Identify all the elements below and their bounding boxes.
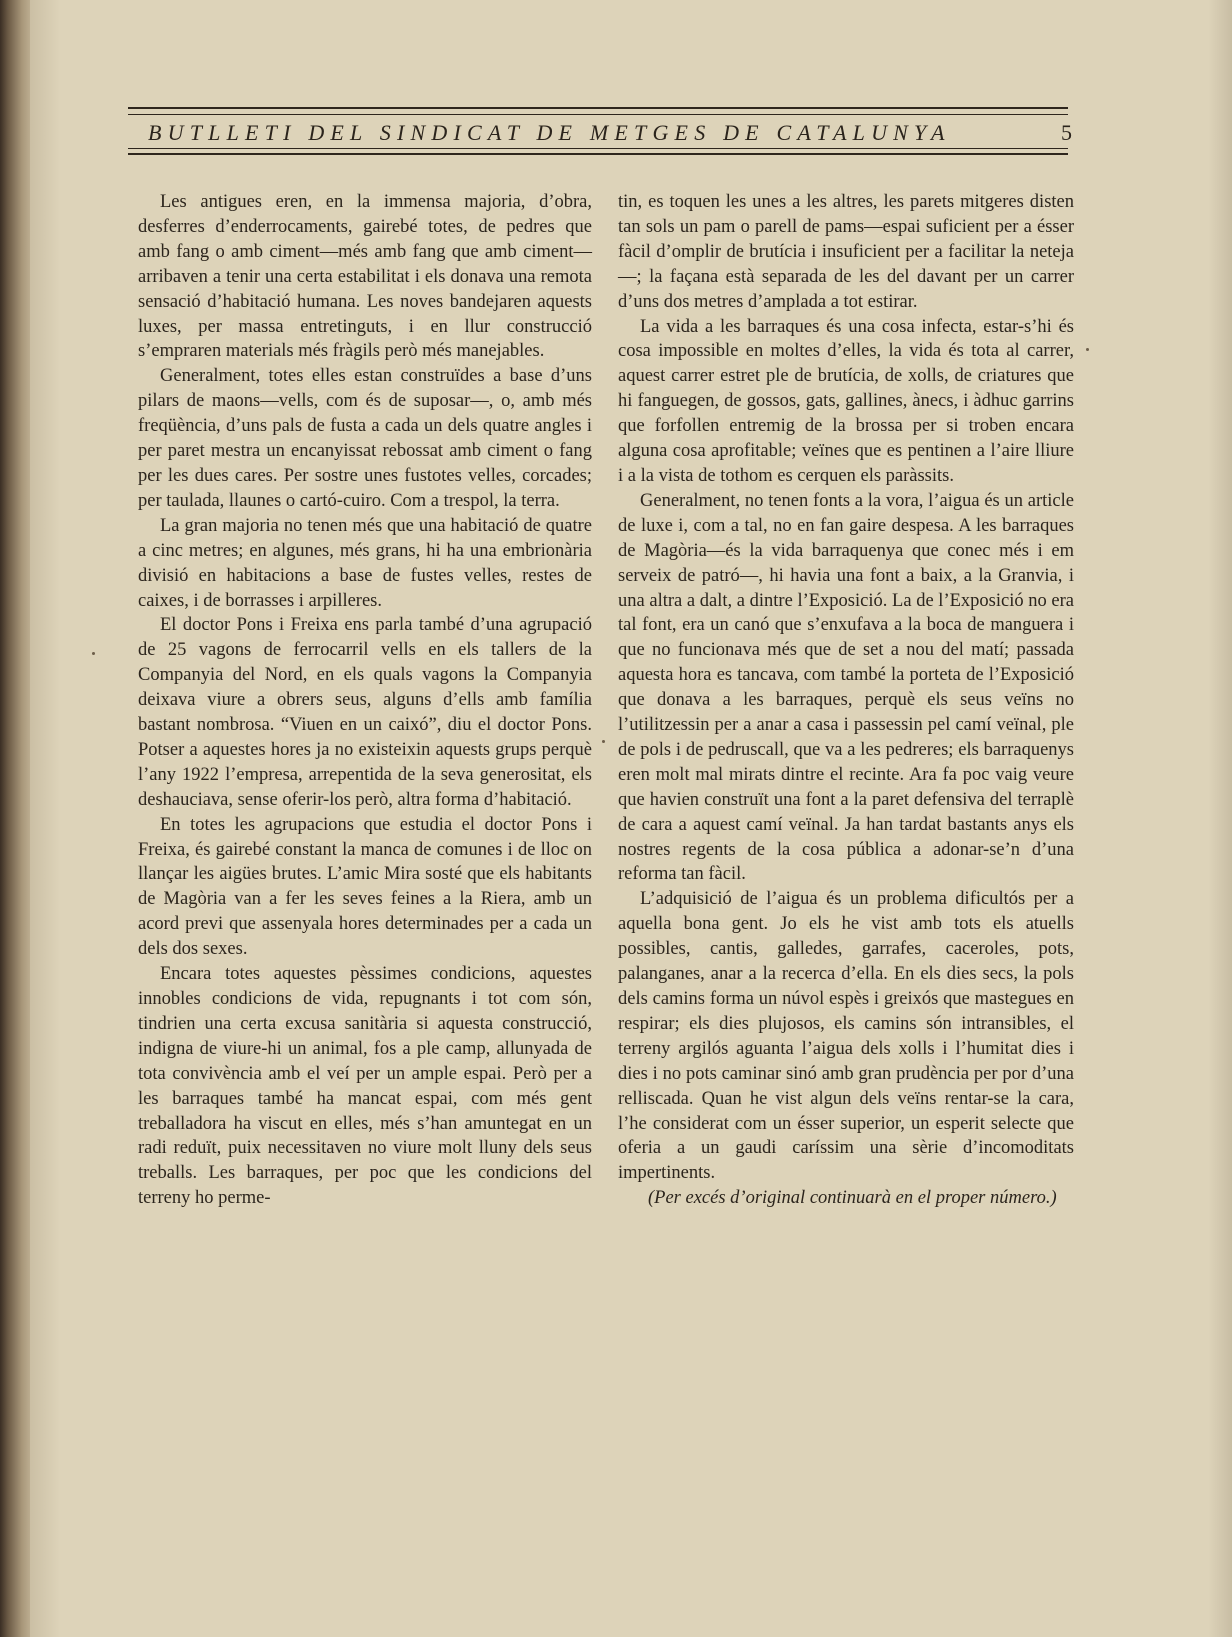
header-rule-top-thin <box>128 114 1068 115</box>
paragraph: La vida a les barraques és una cosa infecta, estar-s’hi és cosa impossible en moltes d’elles, la vida és tota al carrer, aquest carrer estret ple de brutícia, de xolls, de criatures que hi fanguegen, de gossos, gats, gallines, ànecs, i àdhuc garrins que forfollen entremig de la brossa per si troben encara alguna cosa aprofitable; veïnes que es pentinen a l’aire lliure i a la vista de tothom es cerquen els paràssits. <box>618 316 1074 486</box>
continuation-note: (Per excés d’original continuarà en el proper número.) <box>648 1188 1057 1209</box>
running-title: BUTLLETI DEL SINDICAT DE METGES DE CATALUNYA <box>148 120 951 145</box>
paragraph: Generalment, totes elles estan construïdes a base d’uns pilars de maons—vells, com és de suposar—, o, amb més freqüència, d’uns pals de fusta a cada un dels quatre angles i per paret mestra un encanyissat rebossat amb ciment o fang per les dues cares. Per sostre unes fustotes velles, corcades; per taulada, llaunes o cartó-cuiro. Com a trespol, la terra. <box>138 366 592 511</box>
paragraph: Generalment, no tenen fonts a la vora, l’aigua és un article de luxe i, com a tal, no en fan gaire despesa. A les barraques de Magòria—és la vida barraquenya que conec més i em serveix de patró—, hi havia una font a baix, a la Granvia, i una altra a dalt, a dintre l’Exposició. La de l’Exposició no era tal font, era un canó que s’enxufava a la boca de manguera i que no funcionava més que de set a nou del matí; passada aquesta hora es tancava, com també la porteta de l’Exposició que donava a les barraques, perquè els seus veïns no l’utilitzessin per a anar a casa i passessin pel camí veïnal, ple de pols i de pedruscall, que va a les pedreres; els barraquenys eren molt mal mirats dintre el recinte. Ara fa poc vaig veure que havien construït una font a la paret defensiva del terraplè de cara a aquest camí veïnal. Ja han tardat bastants anys els nostres regents de la cosa pública a adonar-se’n d’una reforma tan fàcil. <box>618 490 1074 885</box>
paragraph: Encara totes aquestes pèssimes condicions, aquestes innobles condicions de vida, repugnants i tot com són, tindrien una certa excusa sanitària si aquesta construcció, indigna de viure-hi un animal, fos a ple camp, allunyada de tota convivència amb el veí per un ample espai. Però per a les barraques també ha mancat espai, com més gent treballadora ha viscut en elles, més s’han amuntegat en un radi reduït, puix necessitaven no viure molt lluny dels seus treballs. Les barraques, per poc que les condicions del terreny ho perme- <box>138 964 592 1209</box>
header-rule-top <box>128 107 1068 109</box>
paper-speck <box>1086 348 1089 351</box>
page-number: 5 <box>1061 120 1072 145</box>
paragraph: L’adquisició de l’aigua és un problema dificultós per a aquella bona gent. Jo els he vist amb tots els atuells possibles, cantis, galledes, garrafes, caceroles, pots, palanganes, anar a la recerca d’ella. En els dies secs, la pols dels camins forma un núvol espès i greixós que mastegues en respirar; els dies plujosos, els camins són intransibles, el terreny argilós aguanta l’aigua dels xolls i l’humitat dies i dies i no pots caminar sinó amb gran prudència per por d’una relliscada. Quan he vist algun dels veïns rentar-se la cara, l’he considerat com un ésser superior, un esperit selecte que oferia a un gaudi caríssim una sèrie d’incomoditats impertinents. <box>618 889 1074 1184</box>
continued-paragraph: tin, es toquen les unes a les altres, les parets mitgeres disten tan sols un pam o parell de pams—espai suficient per a ésser fàcil d’omplir de brutícia i insuficient per a facilitar la neteja—; la façana està separada de les del davant per un carrer d’uns dos metres d’amplada a tot estirar. <box>618 192 1074 312</box>
left-column <box>138 190 592 1211</box>
paper-speck <box>92 652 95 655</box>
paragraph: El doctor Pons i Freixa ens parla també d’una agrupació de 25 vagons de ferrocarril vells en els tallers de la Companyia del Nord, en els quals vagons la Companyia deixava viure a obrers seus, alguns d’ells amb família bastant nombrosa. “Viuen en un caixó”, diu el doctor Pons. Potser a aquestes hores ja no existeixin aquests grups perquè l’any 1922 l’empresa, arrepentida de la seva generositat, els deshauciava, sense oferir-los però, altra forma d’habitació. <box>138 615 592 810</box>
page-edge-shadow <box>1208 0 1232 1637</box>
header-rule-bottom <box>128 153 1068 155</box>
paragraph: En totes les agrupacions que estudia el doctor Pons i Freixa, és gairebé constant la manca de comunes i de lloc on llançar les aigües brutes. L’amic Mira sosté que els habitants de Magòria van a fer les seves feines a la Riera, amb un acord previ que assenyala hores determinades per a cada un dels dos sexes. <box>138 814 592 960</box>
paragraph: Les antigues eren, en la immensa majoria, d’obra, desferres d’enderrocaments, gairebé totes, de pedres que amb fang o amb ciment—més amb fang que amb ciment—arribaven a tenir una certa estabilitat i els donava una remota sensació d’habitació humana. Les noves bandejaren aquests luxes, per massa entretinguts, i en llur construcció s’empraren materials més fràgils però més manejables. <box>138 192 592 362</box>
header-rule-bottom-thin <box>128 148 1068 149</box>
paragraph: La gran majoria no tenen més que una habitació de quatre a cinc metres; en algunes, més grans, hi ha una embrionària divisió en habitacions a base de fustes velles, restes de caixes, i de borrasses i arpilleres. <box>138 515 592 611</box>
paper-speck <box>602 740 605 743</box>
right-column <box>618 190 1074 1211</box>
